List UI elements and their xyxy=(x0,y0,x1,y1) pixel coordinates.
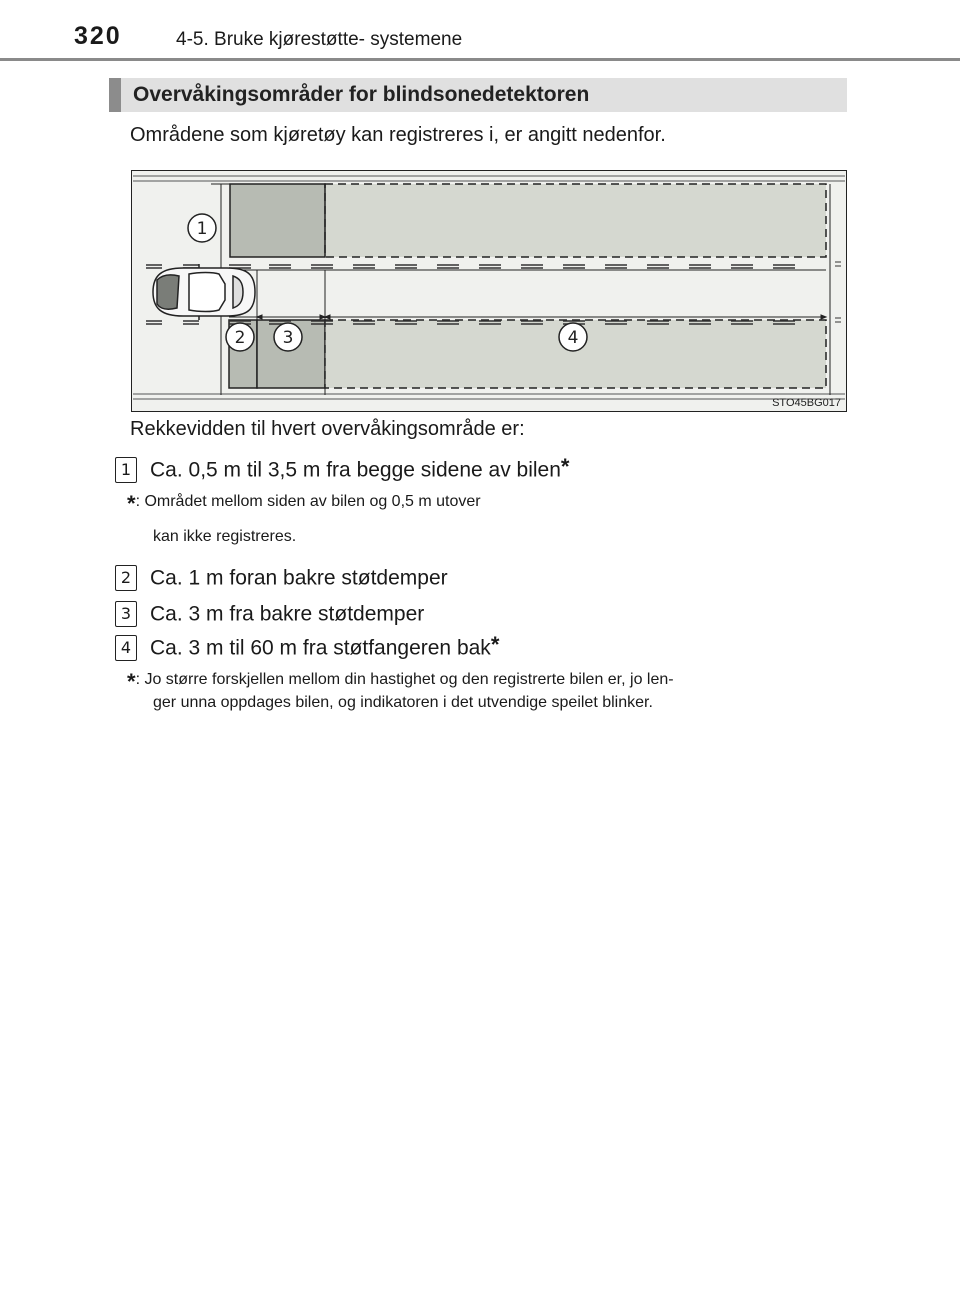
header-title: 4-5. Bruke kjørestøtte- systemene xyxy=(176,29,463,50)
svg-text:3: 3 xyxy=(282,328,294,348)
item-text-2: Ca. 1 m foran bakre støtdemper xyxy=(150,566,448,590)
range-item-2 xyxy=(115,556,448,591)
item-star-4: * xyxy=(490,632,500,657)
header-rule xyxy=(0,58,960,61)
item-number-2: 2 xyxy=(115,565,137,591)
svg-text:2: 2 xyxy=(234,328,246,348)
callout-4 xyxy=(559,323,587,351)
item-text-4: Ca. 3 m til 60 m fra støtfangeren bak xyxy=(150,636,491,660)
footnote-1-line2: kan ikke registreres. xyxy=(153,528,297,545)
section-heading-bar xyxy=(109,78,847,112)
zone-1-near xyxy=(230,184,325,257)
item-text-1: Ca. 0,5 m til 3,5 m fra begge sidene av bilen xyxy=(150,458,561,482)
item-number-1: 1 xyxy=(115,457,137,483)
item-number-4: 4 xyxy=(115,635,137,661)
footnote-2-line2: ger unna oppdages bilen, og indikatoren i det utvendige speilet blinker. xyxy=(153,694,653,711)
section-heading-accent xyxy=(109,78,121,112)
callout-3 xyxy=(274,323,302,351)
intro-text: Områdene som kjøretøy kan registreres i, er angitt nedenfor. xyxy=(130,124,666,146)
footnote-text-1: : Området mellom siden av bilen og 0,5 m utover xyxy=(135,493,481,510)
callout-2 xyxy=(226,323,254,351)
footnote-star-2: * xyxy=(127,669,136,694)
car-icon xyxy=(153,264,255,320)
range-item-1 xyxy=(115,448,569,483)
item-star-1: * xyxy=(560,454,570,479)
callout-1 xyxy=(188,214,216,242)
footnote-text-2: : Jo større forskjellen mellom din hastighet og den registrerte bilen er, jo len- xyxy=(135,671,674,688)
item-text-3: Ca. 3 m fra bakre støtdemper xyxy=(150,602,425,626)
footnote-2 xyxy=(127,664,674,694)
footnote-star-1: * xyxy=(127,491,136,516)
diagram-code: STO45BG017 xyxy=(772,397,841,409)
svg-text:4: 4 xyxy=(567,328,579,348)
range-item-4 xyxy=(115,626,499,661)
footnote-1 xyxy=(127,486,481,516)
range-item-3 xyxy=(115,592,424,627)
svg-text:1: 1 xyxy=(196,219,208,239)
range-intro: Rekkevidden til hvert overvåkingsområde er: xyxy=(130,418,525,440)
blind-spot-diagram xyxy=(131,170,847,412)
section-title: Overvåkingsområder for blindsonedetektoren xyxy=(133,83,590,106)
item-number-3: 3 xyxy=(115,601,137,627)
page-number: 320 xyxy=(74,22,122,50)
